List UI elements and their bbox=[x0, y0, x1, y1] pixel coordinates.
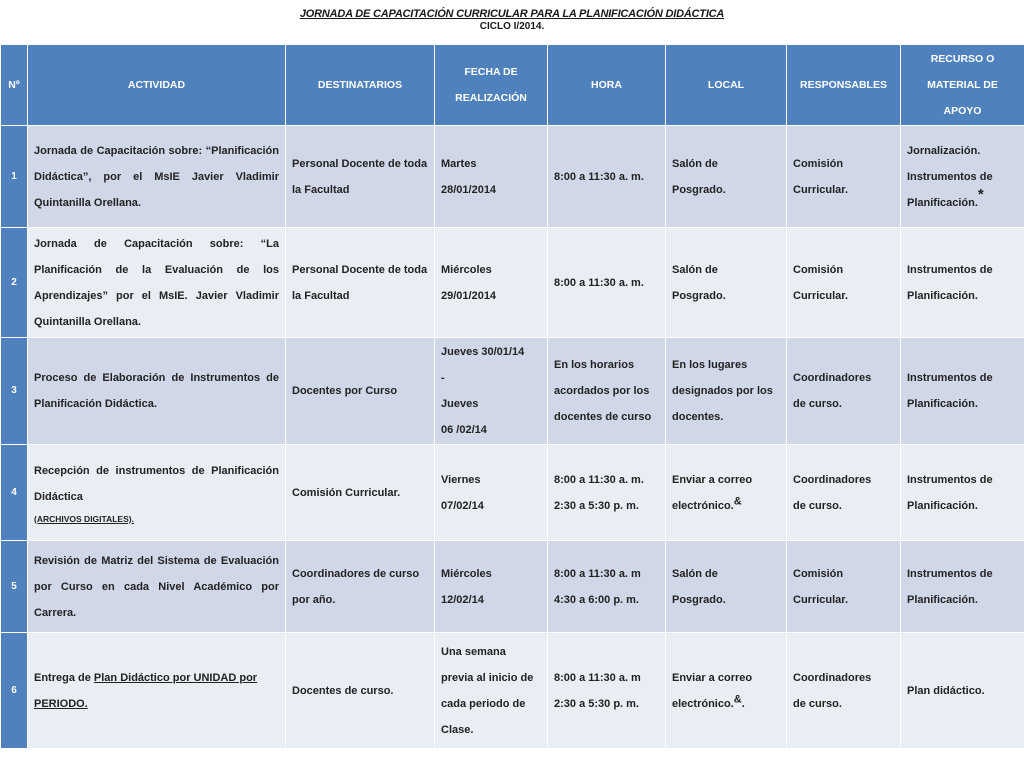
document-header bbox=[0, 0, 1024, 44]
cell-recurso: Instrumentos de Planificación. bbox=[901, 338, 1024, 445]
fecha-line: Jueves bbox=[441, 398, 479, 410]
document-subtitle: CICLO I/2014. bbox=[479, 21, 545, 32]
fecha-line: 06 /02/14 bbox=[441, 424, 487, 436]
local-text: Enviar a correo electrónico. bbox=[672, 473, 753, 512]
cell-fecha bbox=[435, 228, 548, 338]
hora-line: 8:00 a 11:30 a. m bbox=[554, 671, 641, 684]
col-header-fecha: FECHA DE REALIZACIÓN bbox=[435, 45, 548, 126]
cell-local bbox=[666, 126, 787, 228]
cell-actividad: Revisión de Matriz del Sistema de Evaluación por Curso en cada Nivel Académico por Carrera. bbox=[28, 541, 286, 633]
table-row bbox=[1, 338, 1024, 445]
cell-responsables bbox=[787, 445, 901, 541]
cell-recurso: Instrumentos de Planificación. bbox=[901, 228, 1024, 338]
document-title: JORNADA DE CAPACITACIÓN CURRICULAR PARA LA PLANIFICACIÓN DIDÁCTICA bbox=[299, 8, 725, 20]
local-line: Salón de bbox=[672, 263, 718, 276]
cell-recurso bbox=[901, 126, 1024, 228]
cell-fecha bbox=[435, 126, 548, 228]
cell-actividad bbox=[28, 445, 286, 541]
plan-didactico-link[interactable]: Plan Didáctico por UNIDAD por PERIODO. bbox=[34, 671, 258, 710]
resp-line: Coordinadores bbox=[793, 372, 872, 384]
fecha-line: 07/02/14 bbox=[441, 499, 484, 512]
cell-fecha bbox=[435, 541, 548, 633]
hora-line: 8:00 a 11:30 a. m. bbox=[554, 473, 644, 486]
cell-recurso: Instrumentos de Planificación. bbox=[901, 541, 1024, 633]
table-row bbox=[1, 126, 1024, 228]
hora-line: 4:30 a 6:00 p. m. bbox=[554, 593, 639, 606]
local-line: Salón de bbox=[672, 567, 718, 580]
cell-local bbox=[666, 228, 787, 338]
resp-line: de curso. bbox=[793, 697, 842, 710]
cell-local bbox=[666, 633, 787, 749]
col-header-destinatarios: DESTINATARIOS bbox=[286, 45, 435, 126]
resp-line: Coordinadores bbox=[793, 671, 872, 684]
cell-hora: 8:00 a 11:30 a. m. bbox=[548, 126, 666, 228]
row-number: 4 bbox=[1, 445, 28, 541]
cell-fecha bbox=[435, 338, 548, 445]
cell-recurso: Plan didáctico. bbox=[901, 633, 1024, 749]
col-header-local: LOCAL bbox=[666, 45, 787, 126]
cell-hora bbox=[548, 445, 666, 541]
cell-destinatarios: Docentes por Curso bbox=[286, 338, 435, 445]
cell-destinatarios: Comisión Curricular. bbox=[286, 445, 435, 541]
resp-line: de curso. bbox=[793, 499, 842, 512]
fecha-line: Martes bbox=[441, 157, 477, 170]
fecha-line: 28/01/2014 bbox=[441, 183, 497, 196]
col-header-num: Nº bbox=[1, 45, 28, 126]
cell-local bbox=[666, 541, 787, 633]
row-number: 5 bbox=[1, 541, 28, 633]
hora-line: 2:30 a 5:30 p. m. bbox=[554, 697, 639, 710]
cell-hora: En los horarios acordados por los docentes de curso bbox=[548, 338, 666, 445]
local-tail: . bbox=[741, 697, 745, 710]
fecha-line: - bbox=[441, 372, 445, 384]
cell-responsables bbox=[787, 338, 901, 445]
col-header-responsables: RESPONSABLES bbox=[787, 45, 901, 126]
cell-hora bbox=[548, 633, 666, 749]
fecha-line: Viernes bbox=[441, 473, 481, 486]
cell-responsables bbox=[787, 633, 901, 749]
actividad-text: Entrega de bbox=[34, 671, 94, 684]
cell-fecha: Una semana previa al inicio de cada periodo de Clase. bbox=[435, 633, 548, 749]
resp-line: Comisión bbox=[793, 157, 844, 170]
fecha-line: Jueves 30/01/14 bbox=[441, 346, 525, 358]
local-line: Posgrado. bbox=[672, 593, 726, 606]
fecha-line: 29/01/2014 bbox=[441, 289, 497, 302]
row-number: 6 bbox=[1, 633, 28, 749]
cell-actividad: Proceso de Elaboración de Instrumentos de Planificación Didáctica. bbox=[28, 338, 286, 445]
cell-destinatarios: Coordinadores de curso por año. bbox=[286, 541, 435, 633]
cell-actividad: Jornada de Capacitación sobre: “Planificación Didáctica”, por el MsIE Javier Vladimir Quintanilla Orellana. bbox=[28, 126, 286, 228]
row-number: 2 bbox=[1, 228, 28, 338]
fecha-line: Miércoles bbox=[441, 263, 492, 276]
col-header-recurso: RECURSO O MATERIAL DE APOYO bbox=[901, 45, 1024, 126]
hora-line: 2:30 a 5:30 p. m. bbox=[554, 499, 639, 512]
cell-hora bbox=[548, 541, 666, 633]
local-line: Salón de bbox=[672, 157, 718, 170]
resp-line: Comisión bbox=[793, 567, 844, 580]
cell-recurso: Instrumentos de Planificación. bbox=[901, 445, 1024, 541]
cell-destinatarios: Docentes de curso. bbox=[286, 633, 435, 749]
local-line: Posgrado. bbox=[672, 183, 726, 196]
resp-line: Curricular. bbox=[793, 593, 849, 606]
row-number: 3 bbox=[1, 338, 28, 445]
local-line: Posgrado. bbox=[672, 289, 726, 302]
schedule-table bbox=[0, 44, 1024, 749]
cell-responsables bbox=[787, 541, 901, 633]
fecha-line: 12/02/14 bbox=[441, 593, 484, 606]
row-number: 1 bbox=[1, 126, 28, 228]
hora-line: 8:00 a 11:30 a. m bbox=[554, 567, 641, 580]
resp-line: de curso. bbox=[793, 398, 842, 410]
col-header-actividad: ACTIVIDAD bbox=[28, 45, 286, 126]
table-row bbox=[1, 445, 1024, 541]
resp-line: Curricular. bbox=[793, 183, 849, 196]
cell-local: En los lugares designados por los docentes. bbox=[666, 338, 787, 445]
actividad-note: (ARCHIVOS DIGITALES). bbox=[34, 513, 134, 524]
cell-destinatarios: Personal Docente de toda la Facultad bbox=[286, 126, 435, 228]
cell-responsables bbox=[787, 126, 901, 228]
resp-line: Coordinadores bbox=[793, 473, 872, 486]
actividad-text: Recepción de instrumentos de Planificación Didáctica bbox=[34, 464, 279, 503]
cell-destinatarios: Personal Docente de toda la Facultad bbox=[286, 228, 435, 338]
cell-actividad bbox=[28, 633, 286, 749]
resp-line: Comisión bbox=[793, 263, 844, 276]
cell-fecha bbox=[435, 445, 548, 541]
table-header-row bbox=[1, 45, 1024, 126]
ampersand-mark: & bbox=[733, 692, 742, 705]
table-row bbox=[1, 228, 1024, 338]
cell-local bbox=[666, 445, 787, 541]
cell-responsables bbox=[787, 228, 901, 338]
cell-actividad: Jornada de Capacitación sobre: “La Planificación de la Evaluación de los Aprendizajes” por el MsIE. Javier Vladimir Quintanilla Orellana. bbox=[28, 228, 286, 338]
table-row bbox=[1, 541, 1024, 633]
fecha-line: Miércoles bbox=[441, 567, 492, 580]
table-row bbox=[1, 633, 1024, 749]
col-header-hora: HORA bbox=[548, 45, 666, 126]
recurso-text: Jornalización. Instrumentos de Planificación. bbox=[907, 144, 993, 209]
asterisk-mark: * bbox=[977, 185, 984, 203]
ampersand-mark: & bbox=[733, 494, 742, 507]
resp-line: Curricular. bbox=[793, 289, 849, 302]
local-text: Enviar a correo electrónico. bbox=[672, 671, 753, 710]
cell-hora: 8:00 a 11:30 a. m. bbox=[548, 228, 666, 338]
